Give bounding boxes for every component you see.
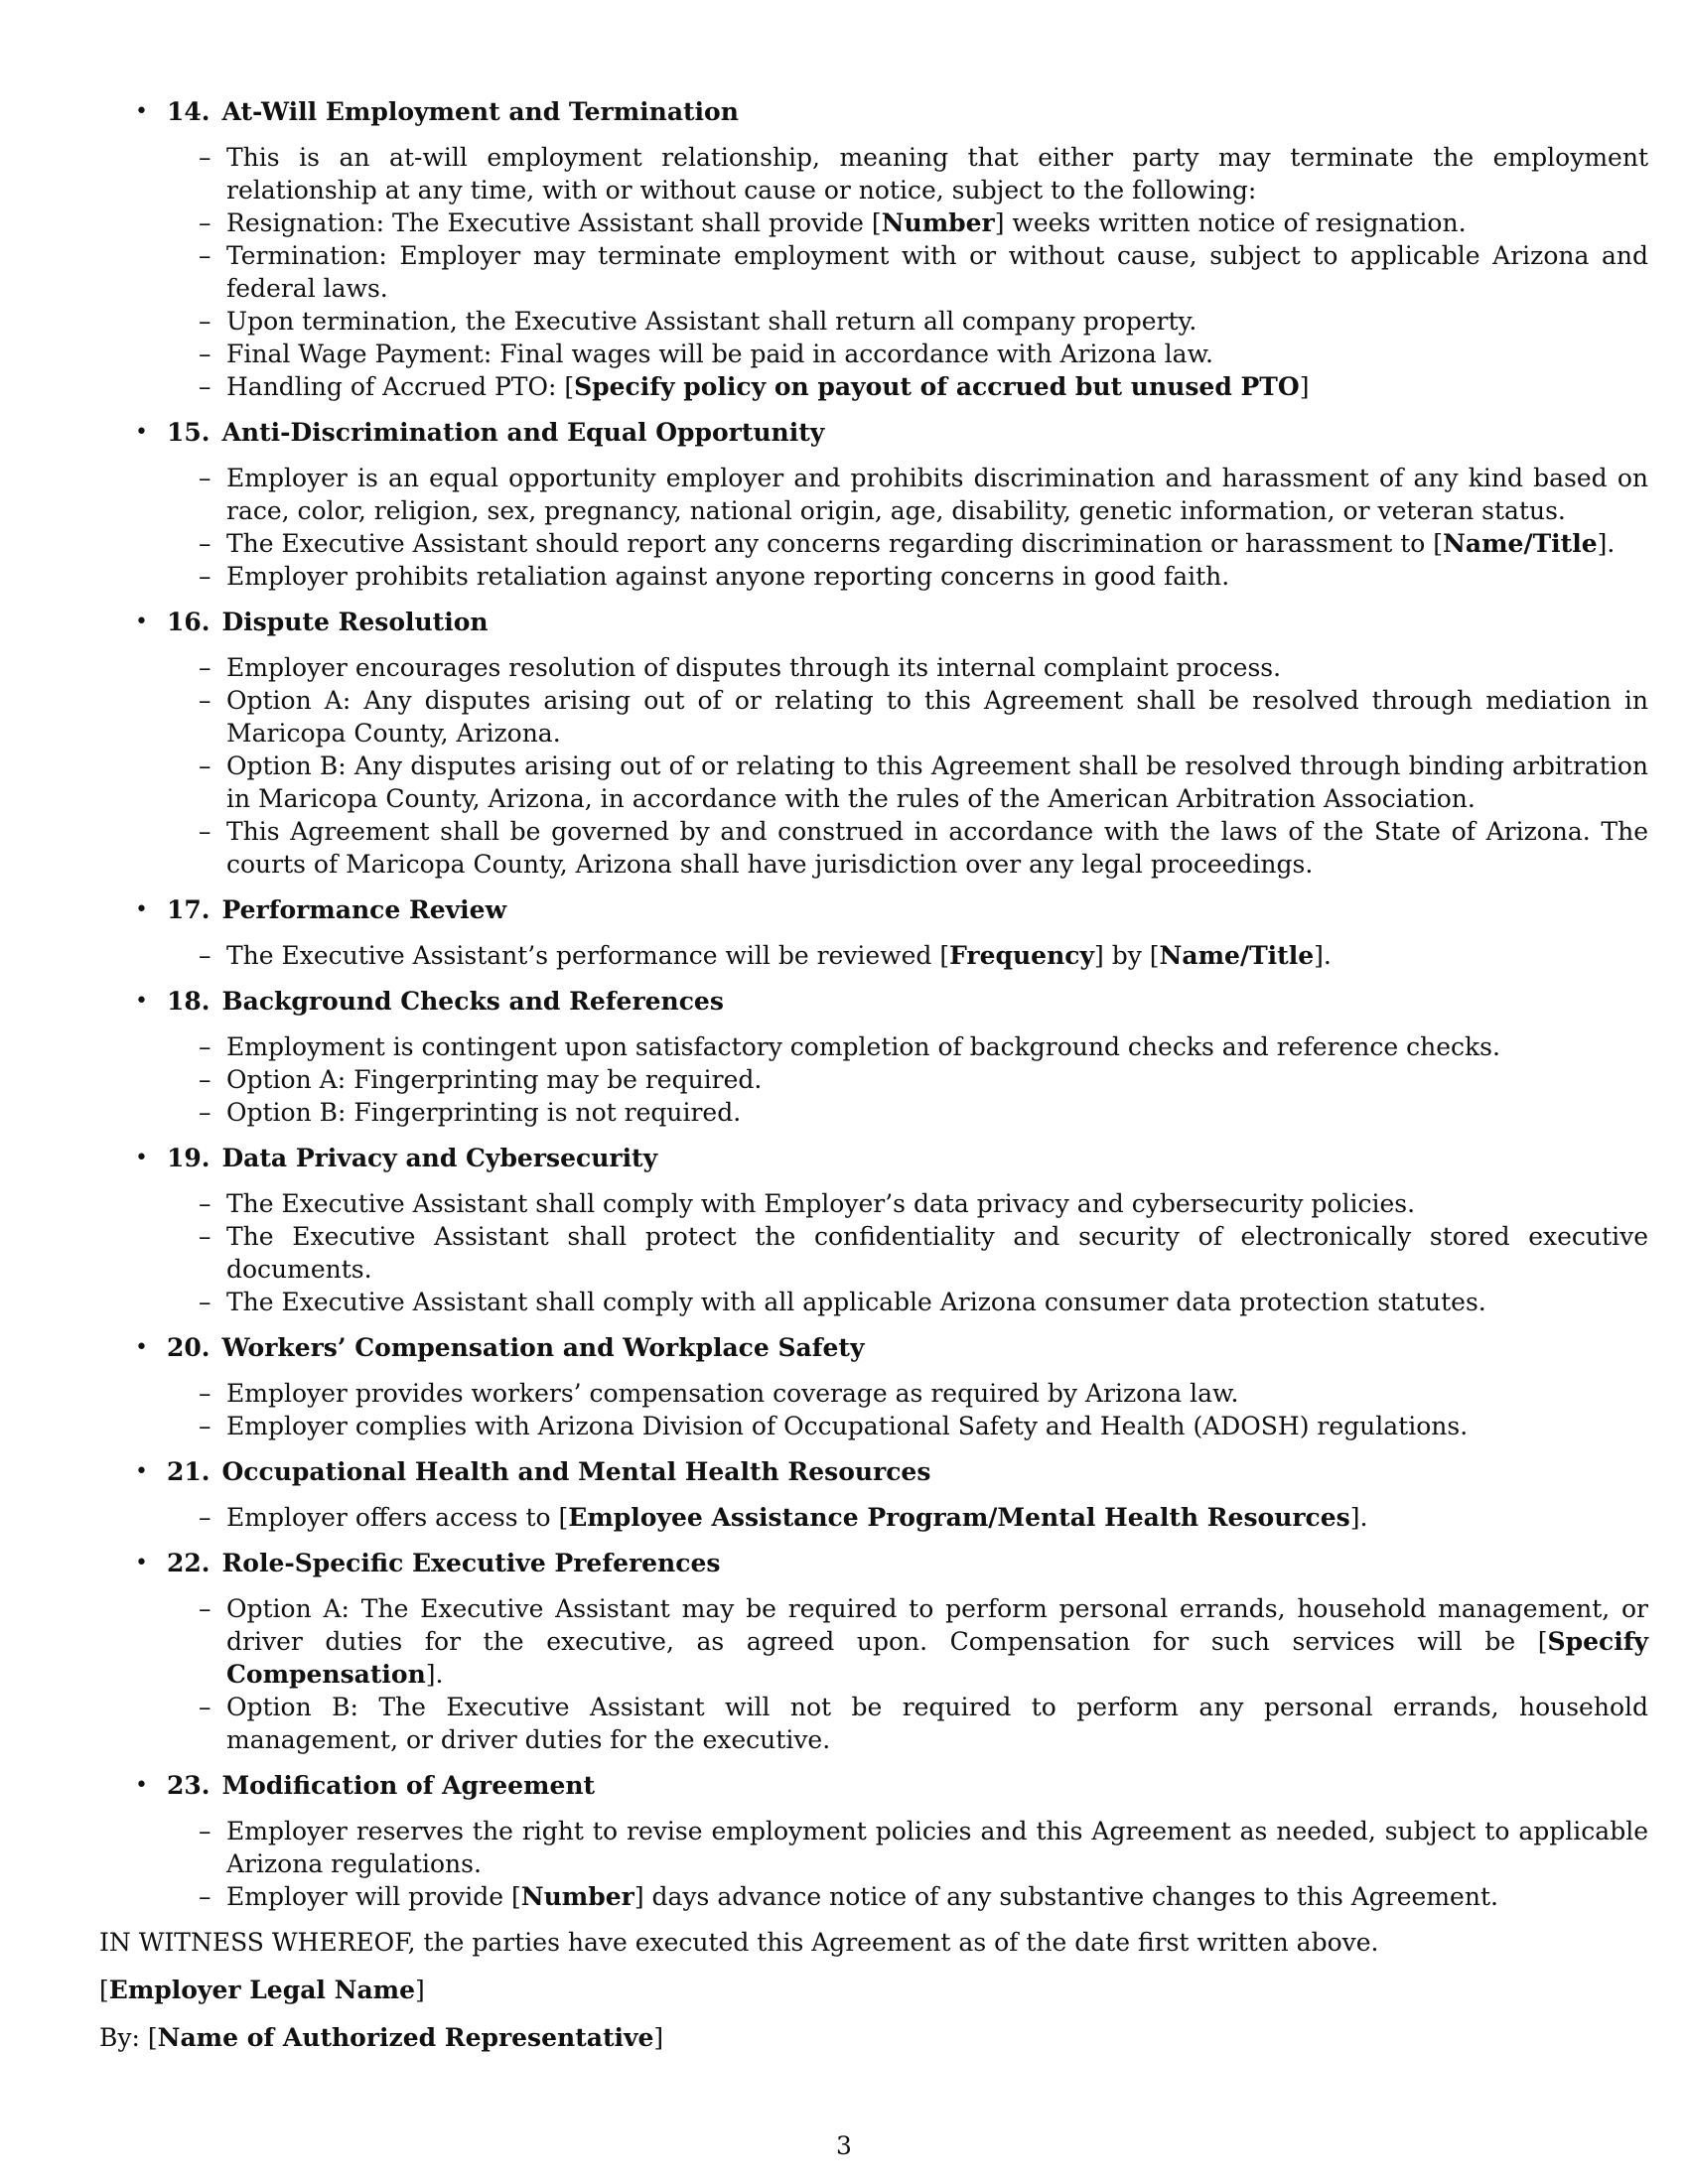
section-title: Modification of Agreement [221, 1771, 596, 1800]
section-title: Workers’ Compensation and Workplace Safety [221, 1333, 865, 1362]
text-run: ]. [425, 1660, 444, 1689]
bullet-icon: • [135, 1146, 148, 1170]
section-title: Anti-Discrimination and Equal Opportunity [221, 418, 825, 447]
clause-item [167, 750, 1648, 815]
section-heading [167, 1769, 1589, 1802]
bullet-icon: • [135, 897, 148, 922]
clause-item [167, 1410, 1648, 1442]
text-run: Termination: Employer may terminate employment with or without cause, subject to applicable Arizona and federal laws. [226, 241, 1648, 303]
dash-icon: – [199, 1379, 211, 1408]
text-run: Employer offers access to [ [226, 1503, 569, 1532]
text-run: By: [ [99, 2023, 158, 2052]
clause-item [167, 1030, 1648, 1063]
section-number: 23. [167, 1771, 211, 1800]
text-run: The Executive Assistant shall comply with all applicable Arizona consumer data protection statutes. [226, 1288, 1486, 1316]
clause-list [167, 651, 1648, 881]
text-run: ]. [1597, 529, 1616, 558]
text-run: The Executive Assistant shall comply with Employer’s data privacy and cybersecurity policies. [226, 1189, 1416, 1218]
clause-item [167, 1187, 1648, 1220]
dash-icon: – [199, 340, 211, 368]
placeholder-field: Specify policy on payout of accrued but unused PTO [574, 372, 1300, 401]
text-run: Option B: Fingerprinting is not required. [226, 1098, 742, 1127]
section-list [99, 95, 1648, 1913]
clause-item [167, 651, 1648, 684]
section-15 [99, 416, 1648, 593]
placeholder-field: Number [520, 1882, 634, 1911]
section-title: Performance Review [221, 895, 507, 924]
section-number: 18. [167, 987, 211, 1016]
clause-item [167, 815, 1648, 881]
bullet-icon: • [135, 99, 148, 124]
section-number: 16. [167, 608, 211, 636]
section-heading [167, 1142, 1589, 1174]
placeholder-field: Employee Assistance Program/Mental Health Resources [568, 1503, 1350, 1532]
section-title: Occupational Health and Mental Health Resources [221, 1457, 931, 1486]
bullet-icon: • [135, 1773, 148, 1798]
text-run: Final Wage Payment: Final wages will be paid in accordance with Arizona law. [226, 340, 1213, 368]
section-number: 22. [167, 1549, 211, 1577]
clause-item [167, 370, 1648, 403]
witness-clause: IN WITNESS WHEREOF, the parties have executed this Agreement as of the date first written above. [99, 1928, 1379, 1957]
bullet-icon: • [135, 989, 148, 1014]
text-run: The Executive Assistant should report any concerns regarding discrimination or harassment to [ [226, 529, 1444, 558]
bullet-icon: • [135, 1551, 148, 1575]
dash-icon: – [199, 1817, 211, 1845]
section-number: 17. [167, 895, 211, 924]
section-number: 20. [167, 1333, 211, 1362]
text-run: This Agreement shall be governed by and construed in accordance with the laws of the State of Arizona. The courts of Maricopa County, Arizona shall have jurisdiction over any legal proceedings. [226, 817, 1648, 879]
section-21 [99, 1455, 1589, 1534]
placeholder-field: Frequency [949, 941, 1094, 970]
clause-item [167, 1377, 1648, 1410]
clause-item [167, 338, 1648, 370]
clause-list [167, 939, 1589, 972]
section-title: At-Will Employment and Termination [221, 97, 739, 126]
clause-list [167, 1501, 1589, 1534]
placeholder-field: Employer Legal Name [108, 1976, 416, 2004]
dash-icon: – [199, 1594, 211, 1623]
placeholder-field: Number [881, 208, 995, 237]
clause-item [167, 1501, 1648, 1534]
section-number: 19. [167, 1144, 211, 1172]
text-run: Employer complies with Arizona Division of Occupational Safety and Health (ADOSH) regulations. [226, 1412, 1469, 1440]
section-heading [167, 893, 1589, 926]
section-heading [167, 95, 1589, 128]
dash-icon: – [199, 1098, 211, 1127]
placeholder-field: Name/Title [1443, 529, 1598, 558]
text-run: ] days advance notice of any substantive changes to this Agreement. [633, 1882, 1498, 1911]
bullet-icon: • [135, 1459, 148, 1484]
page-number: 3 [836, 2131, 852, 2160]
clause-item [167, 527, 1648, 560]
section-heading [167, 416, 1589, 449]
clause-list [167, 1592, 1648, 1756]
dash-icon: – [199, 1882, 211, 1911]
document-content [99, 95, 1648, 2054]
dash-icon: – [199, 529, 211, 558]
section-title: Background Checks and References [221, 987, 724, 1016]
placeholder-field: Name/Title [1159, 941, 1315, 970]
text-run: Handling of Accrued PTO: [ [226, 372, 575, 401]
dash-icon: – [199, 653, 211, 682]
text-run: Employer reserves the right to revise employment policies and this Agreement as needed, subject to applicable Arizona regulations. [226, 1817, 1648, 1878]
section-heading [167, 1331, 1589, 1364]
employer-name-line [99, 1974, 1589, 2006]
clause-item [167, 1220, 1648, 1286]
dash-icon: – [199, 1503, 211, 1532]
clause-item [167, 560, 1648, 593]
section-number: 14. [167, 97, 211, 126]
text-run: The Executive Assistant’s performance will be reviewed [ [226, 941, 950, 970]
dash-icon: – [199, 751, 211, 780]
dash-icon: – [199, 1032, 211, 1061]
text-run: ] weeks written notice of resignation. [994, 208, 1467, 237]
clause-item [167, 462, 1648, 527]
text-run: Employment is contingent upon satisfactory completion of background checks and reference checks. [226, 1032, 1500, 1061]
dash-icon: – [199, 941, 211, 970]
bullet-icon: • [135, 420, 148, 445]
signature-by-line [99, 2021, 1589, 2054]
section-23 [99, 1769, 1648, 1913]
text-run: The Executive Assistant shall protect the confidentiality and security of electronically stored executive documents. [226, 1222, 1648, 1284]
clause-item [167, 305, 1648, 338]
section-19 [99, 1142, 1648, 1318]
text-run: Option B: Any disputes arising out of or relating to this Agreement shall be resolved through binding arbitration in Maricopa County, Arizona, in accordance with the rules of the American Arbitration Association. [226, 751, 1648, 813]
text-run: ] [415, 1976, 425, 2004]
dash-icon: – [199, 1412, 211, 1440]
bullet-icon: • [135, 610, 148, 634]
clause-item [167, 684, 1648, 750]
section-heading [167, 606, 1589, 638]
dash-icon: – [199, 208, 211, 237]
dash-icon: – [199, 241, 211, 270]
text-run: Option A: The Executive Assistant may be required to perform personal errands, household management, or driver duties for the executive, as agreed upon. Compensation for such services will be [ [226, 1594, 1648, 1656]
section-heading [167, 985, 1589, 1018]
dash-icon: – [199, 562, 211, 591]
section-heading [167, 1547, 1589, 1579]
text-run: Employer will provide [ [226, 1882, 521, 1911]
section-title: Dispute Resolution [221, 608, 489, 636]
text-run: Employer encourages resolution of disputes through its internal complaint process. [226, 653, 1282, 682]
section-20 [99, 1331, 1589, 1442]
clause-item [167, 1691, 1648, 1756]
text-run: Option A: Any disputes arising out of or relating to this Agreement shall be resolved through mediation in Maricopa County, Arizona. [226, 686, 1648, 748]
text-run: ] [653, 2023, 664, 2052]
text-run: ]. [1314, 941, 1332, 970]
bullet-icon: • [135, 1335, 148, 1360]
clause-item [167, 141, 1648, 206]
text-run: Employer is an equal opportunity employer and prohibits discrimination and harassment of any kind based on race, color, religion, sex, pregnancy, national origin, age, disability, genetic information, or veteran status. [226, 464, 1648, 525]
dash-icon: – [199, 307, 211, 336]
clause-list [167, 1815, 1648, 1913]
placeholder-field: Name of Authorized Representative [157, 2023, 654, 2052]
clause-item [167, 239, 1648, 305]
text-run: Upon termination, the Executive Assistant shall return all company property. [226, 307, 1197, 336]
text-run: Employer provides workers’ compensation coverage as required by Arizona law. [226, 1379, 1239, 1408]
clause-list [167, 1030, 1589, 1129]
section-title: Role-Specific Executive Preferences [221, 1549, 721, 1577]
text-run: Option A: Fingerprinting may be required. [226, 1065, 763, 1094]
dash-icon: – [199, 686, 211, 715]
clause-item [167, 1592, 1648, 1691]
clause-item [167, 1096, 1648, 1129]
text-run: Option B: The Executive Assistant will not be required to perform any personal errands, household management, or driver duties for the executive. [226, 1693, 1648, 1754]
dash-icon: – [199, 1065, 211, 1094]
dash-icon: – [199, 1189, 211, 1218]
text-run: Resignation: The Executive Assistant shall provide [ [226, 208, 882, 237]
section-16 [99, 606, 1648, 881]
clause-list [167, 1187, 1648, 1318]
dash-icon: – [199, 1222, 211, 1251]
section-heading [167, 1455, 1589, 1488]
dash-icon: – [199, 372, 211, 401]
dash-icon: – [199, 1693, 211, 1721]
section-title: Data Privacy and Cybersecurity [221, 1144, 658, 1172]
dash-icon: – [199, 464, 211, 492]
section-number: 21. [167, 1457, 211, 1486]
text-run: This is an at-will employment relationship, meaning that either party may terminate the employment relationship at any time, with or without cause or notice, subject to the following: [226, 143, 1648, 205]
clause-item [167, 1063, 1648, 1096]
clause-list [167, 1377, 1589, 1442]
clause-list [167, 462, 1648, 593]
clause-item [167, 939, 1648, 972]
section-22 [99, 1547, 1648, 1756]
text-run: ] by [ [1094, 941, 1160, 970]
section-number: 15. [167, 418, 211, 447]
section-14 [99, 95, 1648, 403]
clause-item [167, 206, 1648, 239]
text-run: ]. [1349, 1503, 1368, 1532]
clause-item [167, 1286, 1648, 1318]
text-run: [ [99, 1976, 109, 2004]
placeholder-field: Specify Compensation [226, 1627, 1648, 1689]
text-run: ] [1299, 372, 1310, 401]
dash-icon: – [199, 817, 211, 846]
dash-icon: – [199, 1288, 211, 1316]
section-17 [99, 893, 1589, 972]
clause-item [167, 1815, 1648, 1880]
clause-list [167, 141, 1648, 403]
clause-item [167, 1880, 1648, 1913]
text-run: Employer prohibits retaliation against anyone reporting concerns in good faith. [226, 562, 1230, 591]
section-18 [99, 985, 1589, 1129]
dash-icon: – [199, 143, 211, 172]
